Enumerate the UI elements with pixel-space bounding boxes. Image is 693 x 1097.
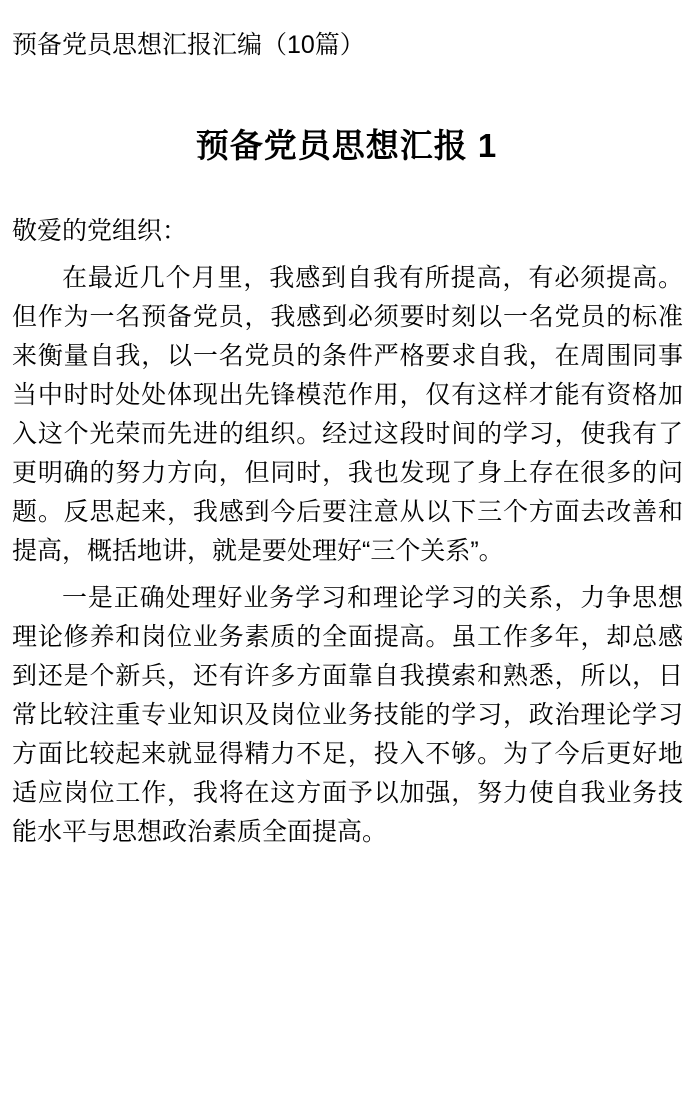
document-header: 预备党员思想汇报汇编（10篇） [12,31,365,59]
body-paragraph: 一是正确处理好业务学习和理论学习的关系，力争思想理论修养和岗位业务素质的全面提高。虽工作多年，却总感到还是个新兵，还有许多方面靠自我摸索和熟悉，所以，日常比较注重专业知识及岗位业务技能的学习，政治理论学习方面比较起来就显得精力不足，投入不够。为了今后更好地适应岗位工作，我将在这方面予以加强，努力使自我业务技能水平与思想政治素质全面提高。 [12,584,683,847]
salutation-line: 敬爱的党组织： [12,216,188,245]
page-title: 预备党员思想汇报 1 [195,127,498,164]
body-paragraph: 在最近几个月里，我感到自我有所提高，有必须提高。但作为一名预备党员，我感到必须要时刻以一名党员的标准来衡量自我，以一名党员的条件严格要求自我，在周围同事当中时时处处体现出先锋模范作用，仅有这样才能有资格加入这个光荣而先进的组织。经过这段时间的学习，使我有了更明确的努力方向，但同时，我也发现了身上存在很多的问题。反思起来，我感到今后要注意从以下三个方面去改善和提高，概括地讲，就是要处理好“三个关系”。 [12,264,683,566]
